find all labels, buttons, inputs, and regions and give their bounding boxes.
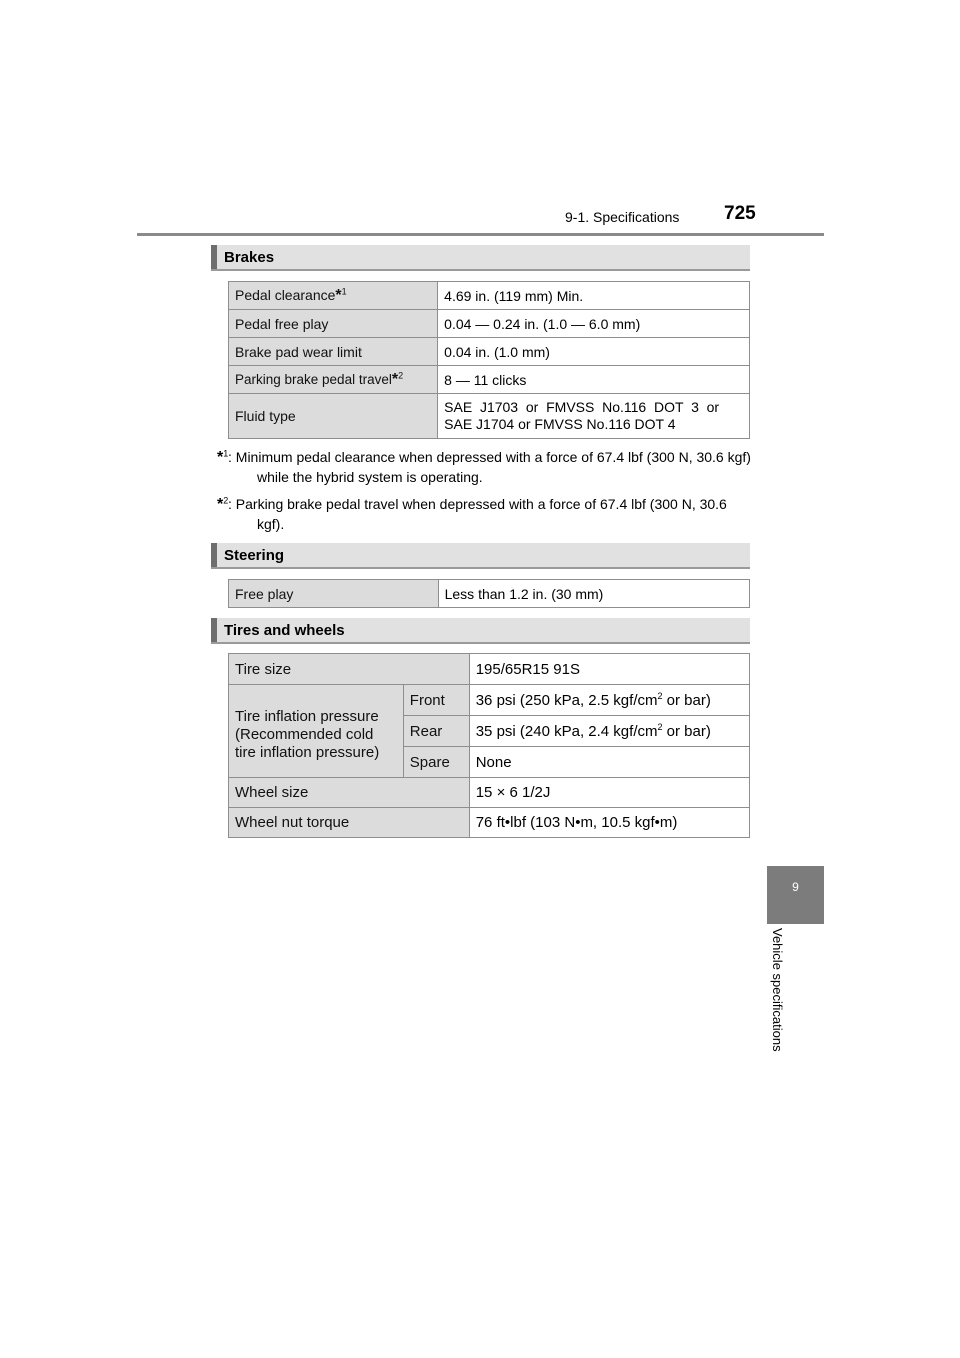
section-title: 9-1. Specifications: [565, 209, 680, 225]
table-row: [229, 310, 750, 338]
tires-heading: [211, 618, 750, 644]
row-label: Free play: [229, 580, 439, 608]
row-value: 4.69 in. (119 mm) Min.: [438, 282, 750, 310]
table-row: [229, 394, 750, 439]
row-label: Pedal free play: [229, 310, 438, 338]
chapter-label: Vehicle specifications: [770, 928, 785, 1052]
tires-table: [228, 653, 750, 838]
row-label: Brake pad wear limit: [229, 338, 438, 366]
row-value: None: [469, 747, 749, 778]
brakes-heading: [211, 245, 750, 271]
footnote: *$^1$ : Minimum pedal clearance when depressed with a force of 67.4 lbf (300 N, 30.6 kgf) while the hybrid system is operating.: [217, 448, 751, 485]
tires-title: Tires and wheels: [224, 622, 345, 639]
table-row: [229, 366, 750, 394]
tire-position: Front: [403, 685, 469, 716]
steering-title: Steering: [224, 547, 285, 564]
footnotes: [217, 447, 752, 541]
row-value: 0.04 — 0.24 in. (1.0 — 6.0 mm): [438, 310, 750, 338]
row-value: 35 psi (240 kPa, 2.4 kgf/$cm^2$ or bar): [469, 716, 749, 747]
heading-bar: [211, 245, 217, 269]
row-label: Wheel nut torque: [229, 808, 470, 838]
footnote: *$^2$ : Parking brake pedal travel when depressed with a force of 67.4 lbf (300 N, 30.6 kgf).: [217, 495, 727, 532]
table-row: [229, 808, 750, 838]
table-row: [229, 778, 750, 808]
heading-bar: [211, 543, 217, 567]
row-value: SAE J1703 or FMVSS No.116 DOT 3 or SAE J1704 or FMVSS No.116 DOT 4: [438, 394, 750, 439]
table-row: [229, 282, 750, 310]
chapter-tab[interactable]: 9: [767, 866, 824, 924]
page-header: [0, 200, 960, 236]
brakes-title: Brakes: [224, 249, 275, 266]
table-row: [229, 338, 750, 366]
row-label: Parking brake pedal travel*$^2$: [229, 366, 438, 394]
row-value: Less than 1.2 in. (30 mm): [438, 580, 749, 608]
brakes-table: [228, 281, 750, 439]
row-label: Wheel size: [229, 778, 470, 808]
table-row: [229, 580, 750, 608]
table-row: [229, 685, 750, 716]
steering-heading: [211, 543, 750, 569]
row-value: 76 ft•lbf (103 N•m, 10.5 kgf•m): [469, 808, 749, 838]
steering-table: [228, 579, 750, 608]
header-rule: [137, 233, 824, 236]
row-value: 0.04 in. (1.0 mm): [438, 338, 750, 366]
row-value: 36 psi (250 kPa, 2.5 kgf/$cm^2$ or bar): [469, 685, 749, 716]
row-value: 15 × 6 1/2J: [469, 778, 749, 808]
row-label: Fluid type: [229, 394, 438, 439]
row-label: Tire size: [229, 654, 470, 685]
tire-position: Rear: [403, 716, 469, 747]
row-label: Tire inflation pressure (Recommended cold tire inflation pressure): [229, 685, 404, 778]
heading-bar: [211, 618, 217, 642]
tire-position: Spare: [403, 747, 469, 778]
row-label: Pedal clearance*$^1$: [229, 282, 438, 310]
row-value: 8 — 11 clicks: [438, 366, 750, 394]
page-number: 725: [724, 203, 756, 224]
row-value: 195/65R15 91S: [469, 654, 749, 685]
table-row: [229, 654, 750, 685]
